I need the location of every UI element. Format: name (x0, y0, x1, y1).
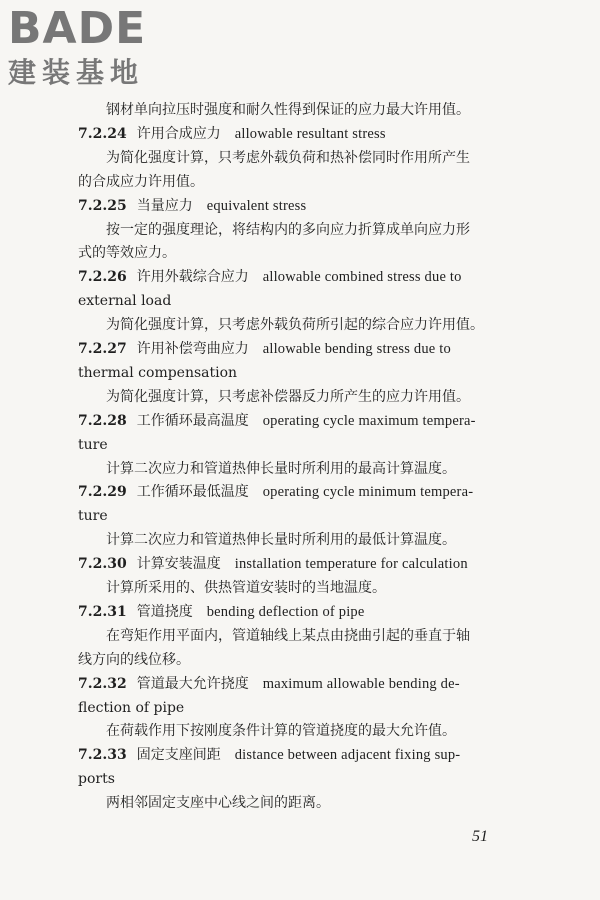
definition-line: 为简化强度计算，只考虑外载负荷和热补偿同时作用所产生 (106, 150, 470, 166)
term-english: maximum allowable bending de- (262, 676, 460, 692)
continued-line: ture (78, 437, 108, 453)
continued-line: ture (78, 508, 108, 524)
term-english: operating cycle maximum tempera- (262, 413, 476, 429)
logo-wordmark: BADE (8, 3, 147, 54)
definition-line: 两相邻固定支座中心线之间的距离。 (106, 795, 330, 811)
term-english: allowable resultant stress (234, 126, 386, 142)
term-english: allowable combined stress due to (262, 269, 462, 285)
term-chinese: 管道挠度 (136, 604, 193, 620)
term-number: 7.2.31 (78, 604, 127, 620)
term-chinese: 工作循环最低温度 (136, 484, 249, 500)
continued-line: ports (78, 771, 115, 787)
definition-line: 按一定的强度理论，将结构内的多向应力折算成单向应力形 (106, 222, 470, 238)
definition-line: 计算二次应力和管道热伸长量时所利用的最低计算温度。 (106, 532, 456, 548)
term-entry (78, 674, 508, 694)
term-chinese: 管道最大允许挠度 (136, 676, 249, 692)
bade-logo (8, 4, 183, 100)
term-number: 7.2.24 (78, 126, 127, 142)
term-number: 7.2.30 (78, 556, 127, 572)
page-number: 51 (472, 828, 488, 845)
term-number: 7.2.28 (78, 413, 127, 429)
term-chinese: 计算安装温度 (136, 556, 221, 572)
continued-line: 的合成应力许用值。 (78, 174, 204, 190)
continued-line: external load (78, 293, 172, 309)
term-chinese: 工作循环最高温度 (136, 413, 249, 429)
term-entry (78, 745, 508, 765)
term-entry (78, 482, 508, 502)
term-number: 7.2.33 (78, 747, 127, 763)
term-number: 7.2.27 (78, 341, 127, 357)
term-english: allowable bending stress due to (262, 341, 451, 357)
term-entry (78, 196, 508, 216)
term-chinese: 固定支座间距 (136, 747, 221, 763)
term-chinese: 许用补偿弯曲应力 (136, 341, 249, 357)
definition-line: 在荷载作用下按刚度条件计算的管道挠度的最大允许值。 (106, 723, 456, 739)
term-entry (78, 554, 508, 574)
definition-line: 在弯矩作用平面内，管道轴线上某点由挠曲引起的垂直于轴 (106, 628, 470, 644)
term-chinese: 许用合成应力 (136, 126, 221, 142)
term-english: bending deflection of pipe (206, 604, 365, 620)
continued-line: 线方向的线位移。 (78, 652, 190, 668)
continued-line: thermal compensation (78, 365, 238, 381)
definition-line: 计算二次应力和管道热伸长量时所利用的最高计算温度。 (106, 461, 456, 477)
logo-subtitle: 建装基地 (8, 56, 145, 89)
term-number: 7.2.29 (78, 484, 127, 500)
term-english: installation temperature for calculation (234, 556, 468, 572)
definition-line: 钢材单向拉压时强度和耐久性得到保证的应力最大许用值。 (106, 102, 470, 118)
term-entry (78, 602, 508, 622)
definition-line: 计算所采用的、供热管道安装时的当地温度。 (106, 580, 386, 596)
definition-line: 为简化强度计算，只考虑外载负荷所引起的综合应力许用值。 (106, 317, 484, 333)
term-entry (78, 124, 508, 144)
term-entry (78, 267, 508, 287)
continued-line: flection of pipe (78, 700, 185, 716)
term-english: operating cycle minimum tempera- (262, 484, 474, 500)
term-english: equivalent stress (206, 198, 307, 214)
term-chinese: 当量应力 (136, 198, 193, 214)
definition-line: 为简化强度计算，只考虑补偿器反力所产生的应力许用值。 (106, 389, 470, 405)
term-chinese: 许用外载综合应力 (136, 269, 249, 285)
term-entry (78, 411, 508, 431)
continued-line: 式的等效应力。 (78, 245, 176, 261)
term-english: distance between adjacent fixing sup- (234, 747, 461, 763)
term-number: 7.2.25 (78, 198, 127, 214)
term-entry (78, 339, 508, 359)
term-number: 7.2.26 (78, 269, 127, 285)
term-number: 7.2.32 (78, 676, 127, 692)
